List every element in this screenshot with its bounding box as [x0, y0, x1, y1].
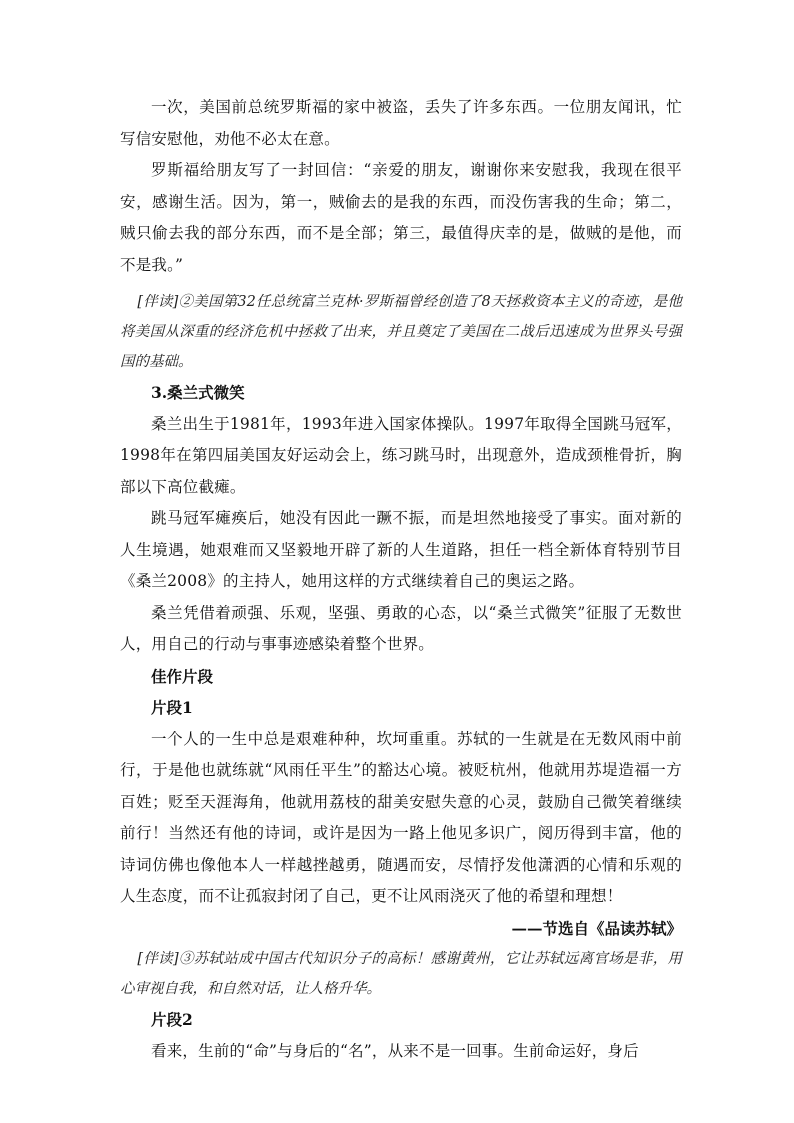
paragraph: 桑兰出生于1981年，1993年进入国家体操队。1997年取得全国跳马冠军，1998年在第四届美国友好运动会上，练习跳马时，出现意外，造成颈椎骨折，胸部以下高位截瘫。 — [120, 414, 682, 496]
attribution: ——节选自《品读苏轼》 — [511, 918, 682, 938]
reading-note: [伴读]②美国第32任总统富兰克林·罗斯福曾经创造了8天拯救资本主义的奇迹，是他将美国从深重的经济危机中拯救了出来，并且奠定了美国在二战后迅速成为世界头号强国的基础。 — [120, 294, 682, 370]
section-title: 佳作片段 — [151, 666, 214, 686]
document-body — [120, 92, 682, 1067]
section-heading: 3.桑兰式微笑 — [151, 383, 245, 402]
paragraph: 桑兰凭借着顽强、乐观，坚强、勇敢的心态，以“桑兰式微笑”征服了无数世人，用自己的行动与事事迹感染着整个世界。 — [120, 603, 682, 653]
paragraph: 罗斯福给朋友写了一封回信：“亲爱的朋友，谢谢你来安慰我，我现在很平安，感谢生活。因为，第一，贼偷去的是我的东西，而没伤害我的生命；第二，贼只偷去我的部分东西，而不是全部；第三，最值得庆幸的是，做贼的是他，而不是我。” — [120, 161, 682, 274]
reading-note: [伴读]③苏轼站成中国古代知识分子的高标！感谢黄州，它让苏轼远离官场是非，用心审视自我，和自然对话，让人格升华。 — [120, 951, 682, 997]
fragment-heading: 片段2 — [151, 1010, 193, 1029]
paragraph: 跳马冠军瘫痪后，她没有因此一蹶不振，而是坦然地接受了事实。面对新的人生境遇，她艰难而又坚毅地开辟了新的人生道路，担任一档全新体育特别节目《桑兰2008》的主持人，她用这样的方式继续着自己的奥运之路。 — [120, 509, 682, 590]
paragraph: 一个人的一生中总是艰难种种，坎坷重重。苏轼的一生就是在无数风雨中前行，于是他也就练就“风雨任平生”的豁达心境。被贬杭州，他就用苏堤造福一方百姓；贬至天涯海角，他就用荔枝的甜美安慰失意的心灵，鼓励自己微笑着继续前行！当然还有他的诗词，或许是因为一路上他见多识广，阅历得到丰富，他的诗词仿佛也像他本人一样越挫越勇，随遇而安，尽情抒发他潇洒的心情和乐观的人生态度，而不让孤寂封闭了自己，更不让风雨浇灭了他的希望和理想！ — [120, 729, 682, 905]
paragraph: 看来，生前的“命”与身后的“名”，从来不是一回事。生前命运好，身后 — [151, 1041, 639, 1060]
fragment-heading: 片段1 — [151, 698, 193, 717]
paragraph: 一次，美国前总统罗斯福的家中被盗，丢失了许多东西。一位朋友闻讯，忙写信安慰他，劝他不必太在意。 — [120, 98, 682, 148]
